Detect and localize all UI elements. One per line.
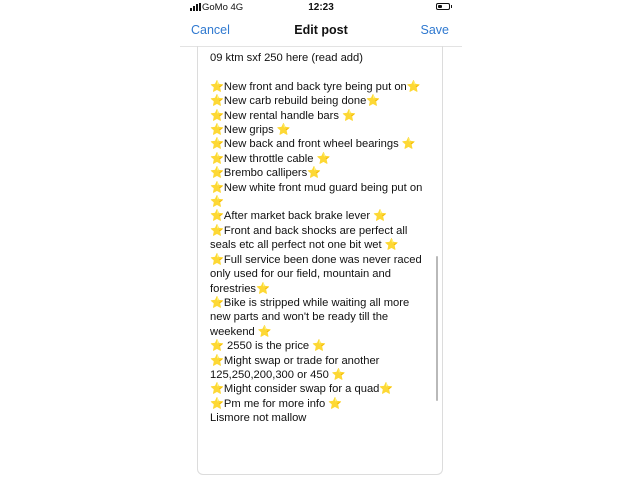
cancel-button[interactable]: Cancel (191, 23, 230, 37)
battery-icon (436, 3, 450, 10)
status-bar (180, 0, 462, 16)
phone-screen (180, 0, 462, 480)
page-title: Edit post (294, 23, 348, 37)
editor-scrollbar[interactable] (436, 256, 439, 401)
post-editor[interactable] (197, 46, 443, 475)
nav-bar (180, 16, 462, 47)
post-body-text[interactable]: 09 ktm sxf 250 here (read add) ⭐New front and back tyre being put on⭐ ⭐New carb rebuild being done⭐ ⭐New rental handle bars ⭐ ⭐New grips ⭐ ⭐New back and front wheel bearings ⭐ ⭐New throttle cable ⭐ ⭐Brembo callipers⭐ ⭐New white front mud guard being put on ⭐ ⭐After market back brake lever ⭐ ⭐Front and back shocks are perfect all seals etc all perfect not one bit wet ⭐ ⭐Full service been done was never raced only used for our field, mountain and forestries⭐ ⭐Bike is stripped while waiting all more new parts and won't be ready till the weekend ⭐ ⭐ 2550 is the price ⭐ ⭐Might swap or trade for another 125,250,200,300 or 450 ⭐ ⭐Might consider swap for a quad⭐ ⭐Pm me for more info ⭐ Lismore not mallow (210, 52, 423, 425)
save-button[interactable]: Save (420, 23, 449, 37)
battery-level (438, 5, 442, 8)
carrier-label: GoMo 4G (202, 2, 244, 13)
status-time: 12:23 (308, 2, 334, 13)
